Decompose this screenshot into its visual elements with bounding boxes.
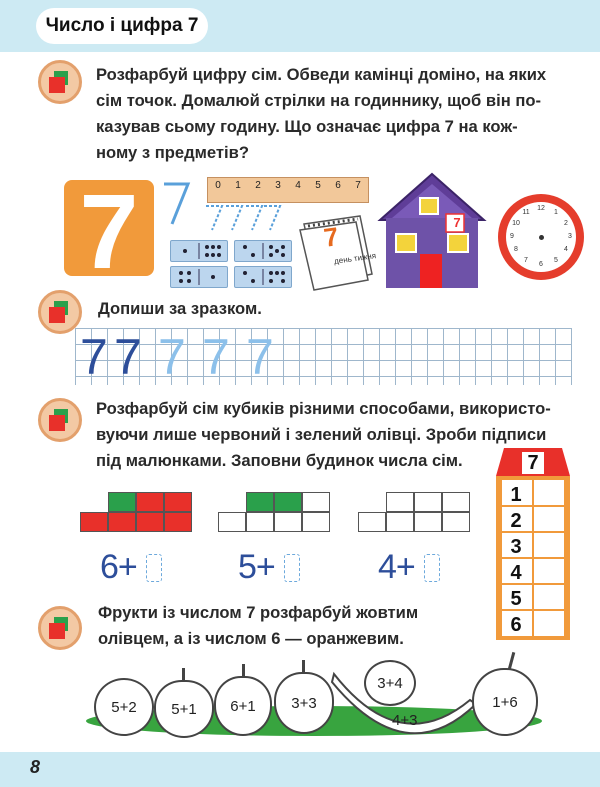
task1-line: Розфарбуй цифру сім. Обведи камінці доміно, на яких: [96, 65, 547, 84]
number-house-row: 1: [510, 484, 522, 506]
task3-line: вуючи лише червоний і зелений олівці. Зроби підписи: [96, 425, 547, 444]
cube[interactable]: [164, 512, 192, 532]
ruler-number: 6: [335, 180, 341, 191]
clock-number: 6: [539, 261, 543, 268]
cube[interactable]: [80, 512, 108, 532]
domino-tile[interactable]: [234, 266, 292, 288]
cube[interactable]: [218, 512, 246, 532]
footer-bar: [0, 752, 600, 787]
cube[interactable]: [246, 492, 274, 512]
fruit-label: 3+4: [377, 674, 403, 692]
fruit-label: 6+1: [230, 697, 256, 715]
cube[interactable]: [302, 492, 330, 512]
fruit-apple[interactable]: [214, 676, 272, 736]
task3-line: Розфарбуй сім кубиків різними способами, використо-: [96, 399, 551, 418]
clock-center: [539, 235, 544, 240]
ruler-number: 0: [215, 180, 221, 191]
cube[interactable]: [442, 492, 470, 512]
task1-line: казував сьому годину. Що означає цифра 7 на кож-: [96, 117, 518, 136]
domino-tile[interactable]: [170, 266, 228, 288]
task1-text: [96, 62, 586, 166]
apple-stem: [242, 664, 245, 678]
cube[interactable]: [164, 492, 192, 512]
sample-digit: 7: [80, 329, 108, 385]
task1-line: ному з предметів?: [96, 143, 249, 162]
colored-cubes-icon: [38, 606, 82, 650]
big-digit: 7: [79, 173, 139, 291]
number-house-row: 2: [510, 510, 522, 532]
answer-box-3[interactable]: [424, 554, 440, 582]
ruler-number: 3: [275, 180, 281, 191]
sample-digit: 7: [246, 329, 274, 385]
cube[interactable]: [108, 492, 136, 512]
answer-box-2[interactable]: [284, 554, 300, 582]
cube[interactable]: [246, 512, 274, 532]
page-number: 8: [30, 757, 41, 777]
number-house-row: 4: [510, 562, 522, 584]
apple-stem: [302, 660, 305, 674]
clock-number: 3: [568, 233, 572, 240]
cube[interactable]: [274, 492, 302, 512]
task2-text: Допиши за зразком.: [98, 299, 262, 318]
colored-cubes-icon: [38, 398, 82, 442]
number-house-row: 3: [510, 536, 522, 558]
cube[interactable]: [414, 512, 442, 532]
task3-line: під малюнками. Заповни будинок числа сім.: [96, 451, 463, 470]
calendar-number: 7: [321, 221, 341, 253]
clock-number: 4: [564, 246, 568, 253]
clock-number: 2: [564, 220, 568, 227]
clock-number: 1: [554, 209, 558, 216]
equation-1: 6+: [100, 548, 137, 586]
clock-number: 11: [522, 209, 530, 216]
cube[interactable]: [302, 512, 330, 532]
sample-digit: 7: [158, 329, 186, 385]
fruit-apple[interactable]: [274, 672, 334, 734]
ruler-number: 1: [235, 180, 241, 191]
house-number: 7: [453, 215, 461, 230]
ruler: [207, 177, 369, 203]
clock-number: 8: [514, 246, 518, 253]
cube[interactable]: [136, 512, 164, 532]
cube[interactable]: [108, 512, 136, 532]
task1-line: сім точок. Домалюй стрілки на годиннику, щоб він по-: [96, 91, 542, 110]
cube-group-2[interactable]: [218, 492, 330, 532]
fruit-apple[interactable]: [154, 680, 214, 738]
page-title: Число і цифра 7: [36, 8, 208, 44]
answer-box-1[interactable]: [146, 554, 162, 582]
banana-label[interactable]: 4+3: [392, 712, 418, 729]
ruler-number: 4: [295, 180, 301, 191]
fruit-label: 5+2: [111, 698, 137, 716]
sample-digit: 7: [202, 329, 230, 385]
big-digit-card[interactable]: [64, 173, 154, 291]
fruit-label: 3+3: [291, 694, 317, 712]
ruler-number: 2: [255, 180, 261, 191]
fruit-tomato[interactable]: [94, 678, 154, 736]
cube[interactable]: [358, 512, 386, 532]
house-illustration: [372, 170, 492, 290]
colored-cubes-icon: [38, 60, 82, 104]
cube[interactable]: [136, 492, 164, 512]
task4-line: олівцем, а із числом 6 — оранжевим.: [98, 629, 404, 648]
fruit-label: 5+1: [171, 700, 197, 718]
clock-number: 7: [524, 257, 528, 264]
clock-number: 12: [537, 205, 545, 212]
equation-3: 4+: [378, 548, 415, 586]
apple-stem: [182, 668, 185, 682]
fruit-pear[interactable]: [472, 668, 538, 736]
fruit-label: 1+6: [492, 693, 518, 711]
domino-tile[interactable]: [234, 240, 292, 262]
ruler-number: 7: [355, 180, 361, 191]
cube-group-3[interactable]: [358, 492, 470, 532]
clock-number: 5: [554, 257, 558, 264]
pear-stem: [508, 652, 516, 670]
number-house-row: 6: [510, 614, 522, 636]
domino-tile[interactable]: [170, 240, 228, 262]
task4-text: [98, 600, 498, 652]
cube[interactable]: [442, 512, 470, 532]
number-house-row: 5: [510, 588, 522, 610]
cube[interactable]: [414, 492, 442, 512]
cube[interactable]: [274, 512, 302, 532]
number-house-top: 7: [527, 452, 539, 474]
calendar-caption: день тижня: [333, 251, 377, 266]
clock-number: 9: [510, 233, 514, 240]
writing-sample: [80, 328, 290, 386]
equation-2: 5+: [238, 548, 275, 586]
sample-digit: 7: [114, 329, 142, 385]
cube-group-1[interactable]: [80, 492, 192, 532]
fruit-lemon[interactable]: [364, 660, 416, 706]
task4-line: Фрукти із числом 7 розфарбуй жовтим: [98, 603, 419, 622]
cube[interactable]: [386, 492, 414, 512]
ruler-number: 5: [315, 180, 321, 191]
cube[interactable]: [386, 512, 414, 532]
clock-number: 10: [512, 220, 520, 227]
